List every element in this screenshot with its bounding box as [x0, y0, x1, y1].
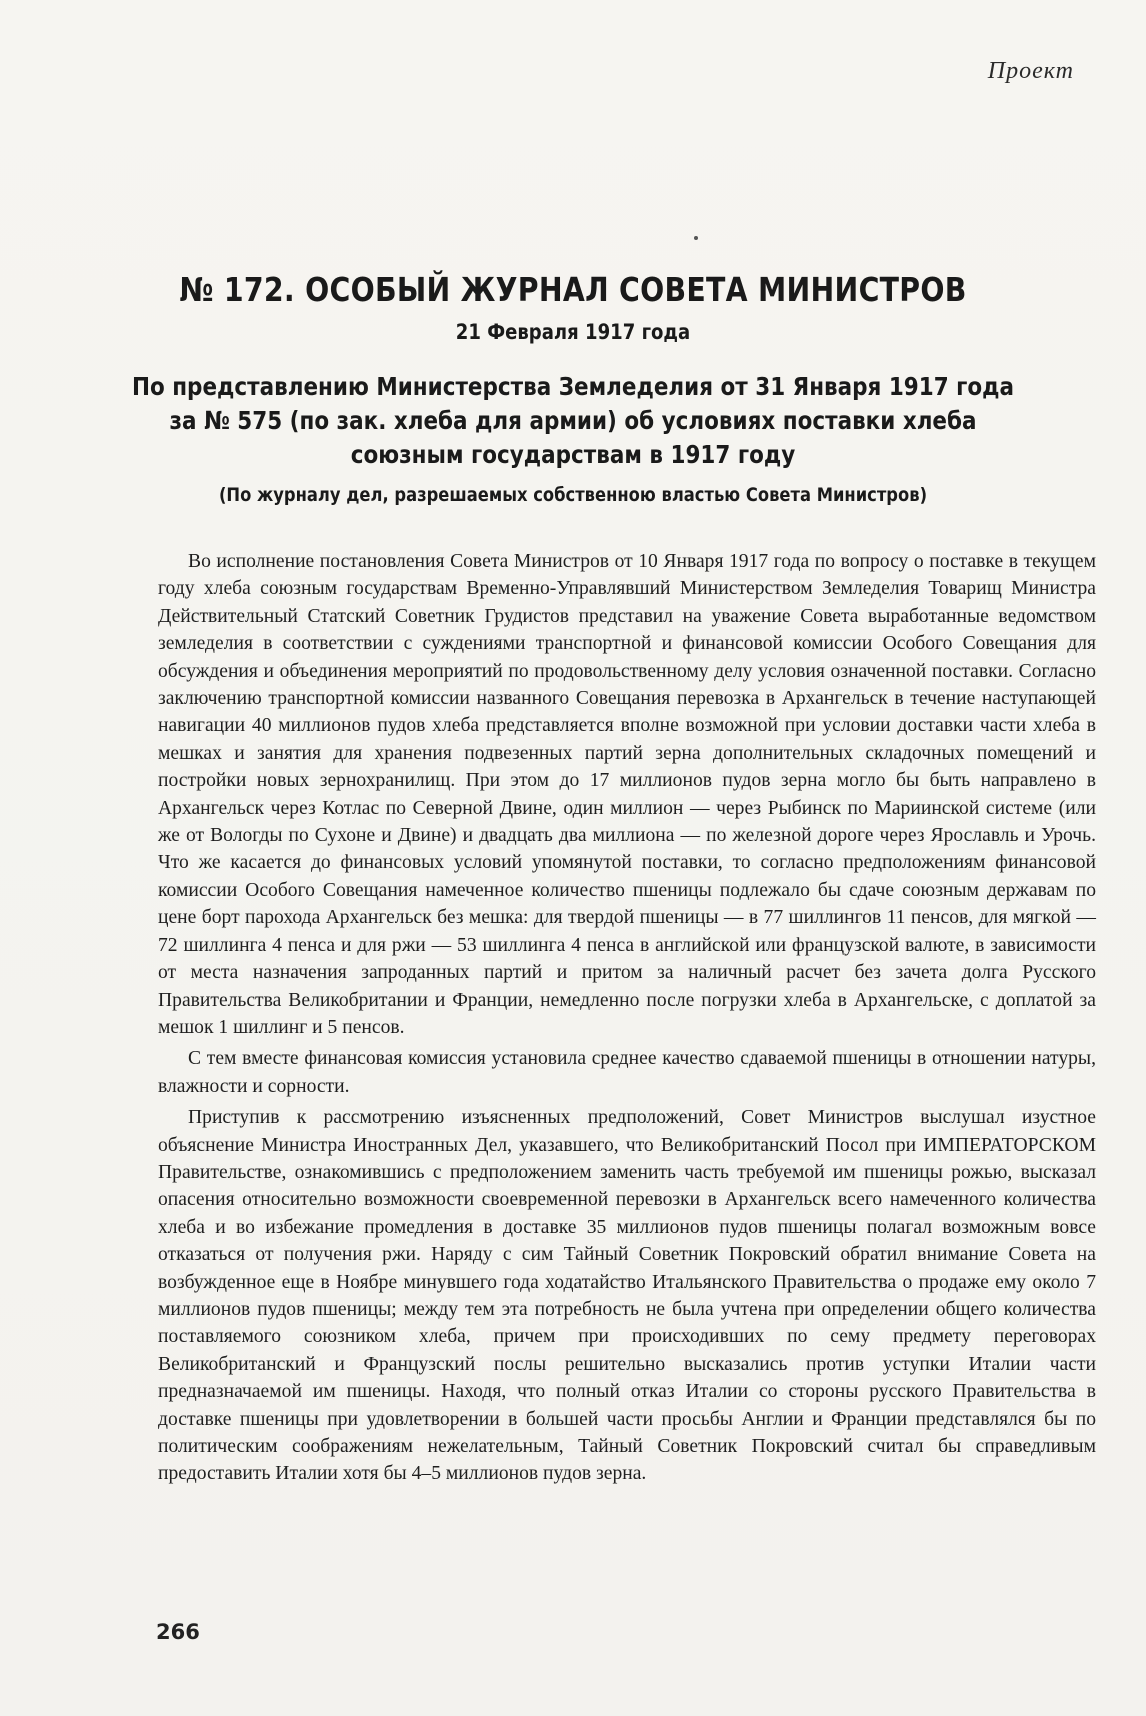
subject-line: По представлению Министерства Земледелия от 31 Января 1917 года [131, 372, 1015, 401]
body-paragraph: Приступив к рассмотрению изъясненных предположений, Совет Министров выслушал изустное объяснение Министра Иностранных Дел, указавшего, что Великобританский Посол при ИМПЕРАТОРСКОМ Правительстве, ознакомившись с предположением заменить часть требуемой им пшеницы рожью, высказал опасения относительно возможности своевременной перевозки в Архангельск всего намеченного количества хлеба и во избежание промедления в доставке 35 миллионов пудов пшеницы полагал возможным вовсе отказаться от получения ржи. Наряду с сим Тайный Советник Покровский обратил внимание Совета на возбужденное еще в Ноябре минувшего года ходатайство Итальянского Правительства о продаже ему около 7 миллионов пудов пшеницы; между тем эта потребность не была учтена при определении общего количества поставляемого союзником хлеба, причем при происходивших по сему предмету переговорах Великобританский и Французский послы решительно высказались против уступки Италии части предназначаемой им пшеницы. Находя, что полный отказ Италии со стороны русского Правительства в доставке пшеницы при удовлетворении в большей части просьбы Англии и Франции представлялся бы по политическим соображениям нежелательным, Тайный Советник Покровский считал бы справедливым предоставить Италии хотя бы 4–5 миллионов пудов зерна. [158, 1107, 1096, 1485]
subject-line: за № 575 (по зак. хлеба для армии) об условиях поставки хлеба [169, 406, 977, 435]
page-number: 266 [156, 1620, 200, 1644]
subject-line: союзным государствам в 1917 году [350, 440, 796, 469]
document-subject [80, 370, 1066, 472]
body-paragraph: Во исполнение постановления Совета Министров от 10 Января 1917 года по вопросу о поставке в текущем году хлеба союзным государствам Временно-Управлявший Министерством Земледелия Товарищ Министра Действительный Статский Советник Грудистов представил на уважение Совета выработанные ведомством земледелия в соответствии с суждениями транспортной и финансовой комиссии Особого Совещания для обсуждения и объединения мероприятий по продовольственному делу условия означенной поставки. Согласно заключению транспортной комиссии названного Совещания перевозка в Архангельск в течение наступающей навигации 40 миллионов пудов хлеба представляется вполне возможной при условии доставки части хлеба в мешках и занятия для хранения подвезенных партий зерна дополнительных складочных помещений и постройки новых зернохранилищ. При этом до 17 миллионов пудов зерна могло бы быть направлено в Архангельск через Котлас по Северной Двине, один миллион — через Рыбинск по Мариинской системе (или же от Вологды по Сухоне и Двине) и двадцать два миллиона — по железной дороге через Ярославль и Урочь. Что же касается до финансовых условий упомянутой поставки, то согласно предположениям финансовой комиссии Особого Совещания намеченное количество пшеницы подлежало бы сдаче союзным державам по цене борт парохода Архангельск без мешка: для твердой пшеницы — в 77 шиллингов 11 пенсов, для мягкой — 72 шиллинга 4 пенса и для ржи — 53 шиллинга 4 пенса в английской или французской валюте, в зависимости от места назначения запроданных партий и притом за наличный расчет без зачета долга Русского Правительства Великобритании и Франции, немедленно после погрузки хлеба в Архангельске, с доплатой за мешок 1 шиллинг и 5 пенсов. [158, 551, 1096, 1038]
document-body [158, 548, 1096, 1492]
ink-speck [694, 236, 698, 240]
document-title: № 172. ОСОБЫЙ ЖУРНАЛ СОВЕТА МИНИСТРОВ [179, 270, 967, 309]
document-date: 21 Февраля 1917 года [455, 320, 691, 344]
body-paragraph: С тем вместе финансовая комиссия установила среднее качество сдаваемой пшеницы в отношении натуры, влажности и сорности. [158, 1048, 1096, 1097]
document-note: (По журналу дел, разрешаемых собственною властью Совета Министров) [218, 484, 928, 506]
draft-stamp: Проект [987, 58, 1074, 84]
